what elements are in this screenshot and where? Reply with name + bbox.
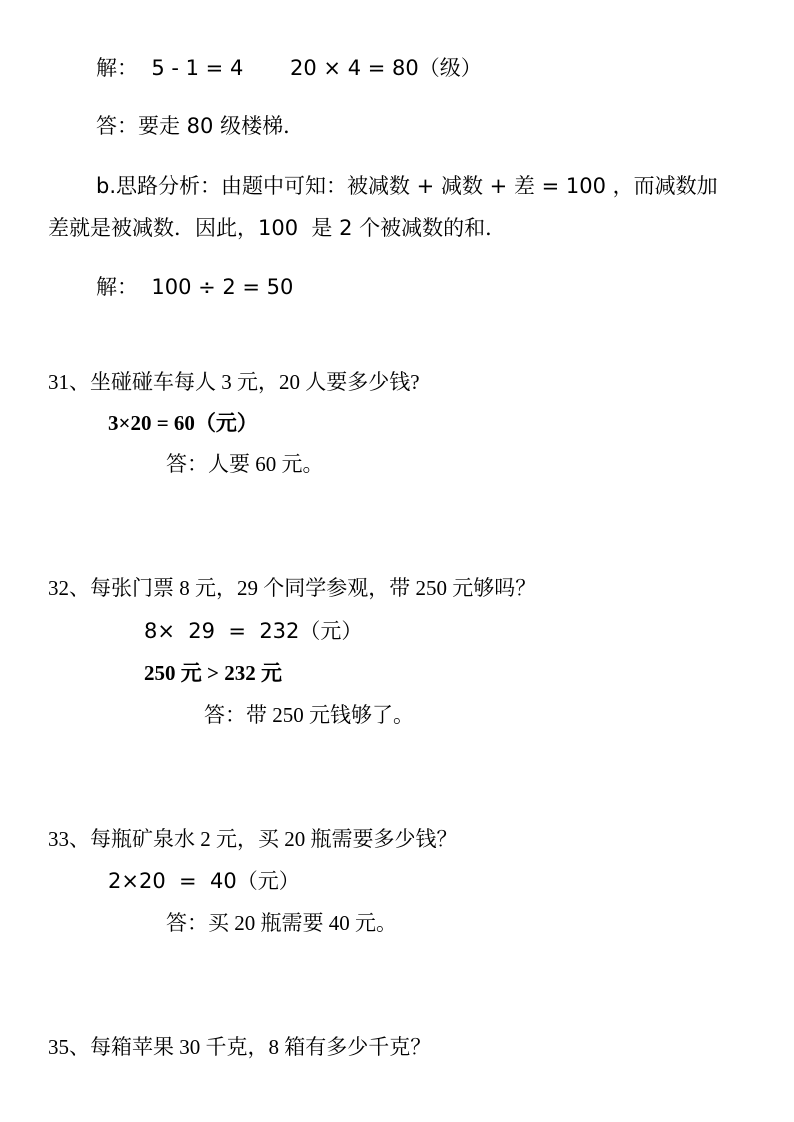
- question-33-calculation: 2×20 = 40（元）: [108, 869, 300, 893]
- question-32-calculation: 8× 29 = 232（元）: [144, 619, 363, 643]
- analysis-line-b-2: 差就是被减数．因此，100 是 2 个被减数的和．: [48, 216, 507, 240]
- question-31-answer: 答：人要 60 元。: [166, 452, 324, 476]
- answer-line-a: 答：要走 80 级楼梯．: [96, 114, 305, 138]
- question-32-comparison: 250 元 > 232 元: [144, 661, 282, 685]
- question-32: 32、每张门票 8 元，29 个同学参观，带 250 元够吗？: [48, 576, 537, 600]
- question-33-answer: 答：买 20 瓶需要 40 元。: [166, 911, 397, 935]
- question-31-calculation: 3×20 = 60（元）: [108, 411, 258, 435]
- question-33: 33、每瓶矿泉水 2 元，买 20 瓶需要多少钱？: [48, 827, 458, 851]
- question-31: 31、坐碰碰车每人 3 元，20 人要多少钱?: [48, 370, 420, 394]
- analysis-line-b-1: b.思路分析：由题中可知：被减数 + 减数 + 差 = 100 ，而减数加: [96, 174, 718, 198]
- solution-line-b: 解： 100 ÷ 2 = 50: [96, 275, 294, 299]
- question-35: 35、每箱苹果 30 千克，8 箱有多少千克？: [48, 1035, 432, 1059]
- solution-line-a: 解： 5 - 1 = 4 20 × 4 = 80（级）: [96, 56, 482, 80]
- question-32-answer: 答：带 250 元钱够了。: [204, 703, 414, 727]
